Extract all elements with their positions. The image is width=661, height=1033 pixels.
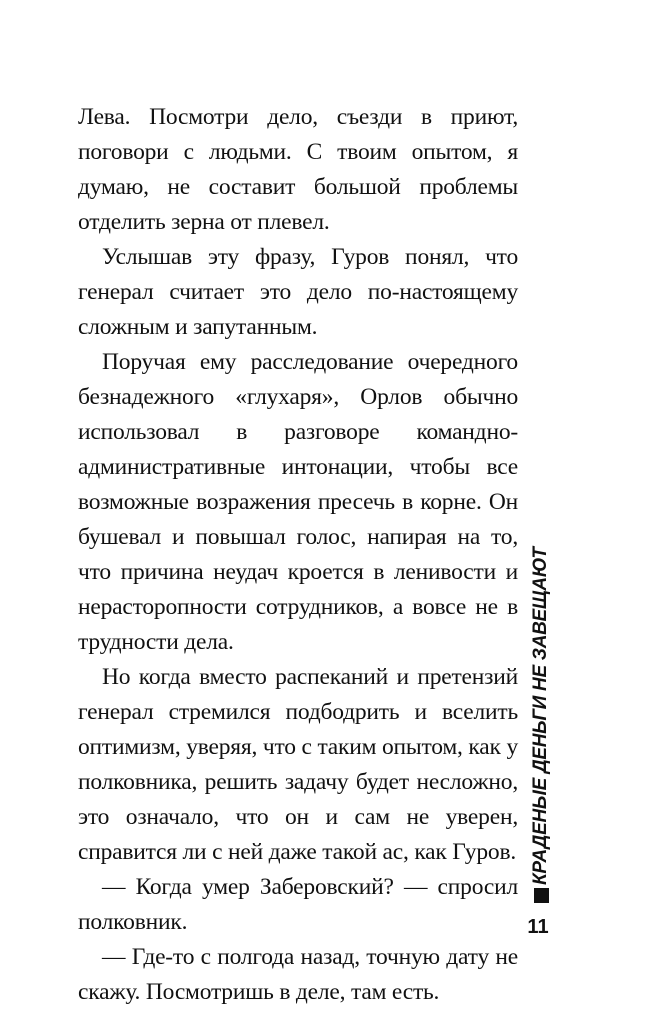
paragraph: Услышав эту фразу, Гуров понял, что генерал считает это дело по-настоящему сложным и запутанным.: [78, 244, 518, 340]
running-head-title: КРАДЕНЫЕ ДЕНЬГИ НЕ ЗАВЕЩАЮТ: [530, 547, 551, 885]
running-head: [530, 547, 552, 885]
dialogue-line: — Где-то с полгода назад, точную дату не скажу. Посмотришь в деле, там есть.: [78, 944, 518, 1005]
body-text: [78, 100, 518, 1010]
paragraph: Поручая ему расследование очередного безнадежного «глухаря», Орлов обычно использовал в разговоре командно-административные интонации, чтобы все возможные возражения пресечь в корне. Он бушевал и повышал голос, напирая на то, что причина неудач кроется в ленивости и нерасторопности сотрудников, а вовсе не в трудности дела.: [78, 349, 518, 655]
paragraph-continued: Лева. Посмотри дело, съезди в приют, поговори с людьми. С твоим опытом, я думаю, не составит большой проблемы отделить зерна от плевел.: [78, 104, 518, 235]
paragraph: Но когда вместо распеканий и претензий генерал стремился подбодрить и вселить оптимизм, уверяя, что с таким опытом, как у полковника, решить задачу будет несложно, это означало, что он и сам не уверен, справится ли с ней даже такой ас, как Гуров.: [78, 664, 518, 865]
square-marker-icon: [534, 888, 549, 903]
page-number: 11: [527, 916, 549, 938]
dialogue-line: — Когда умер Заберовский? — спросил полковник.: [78, 874, 518, 935]
